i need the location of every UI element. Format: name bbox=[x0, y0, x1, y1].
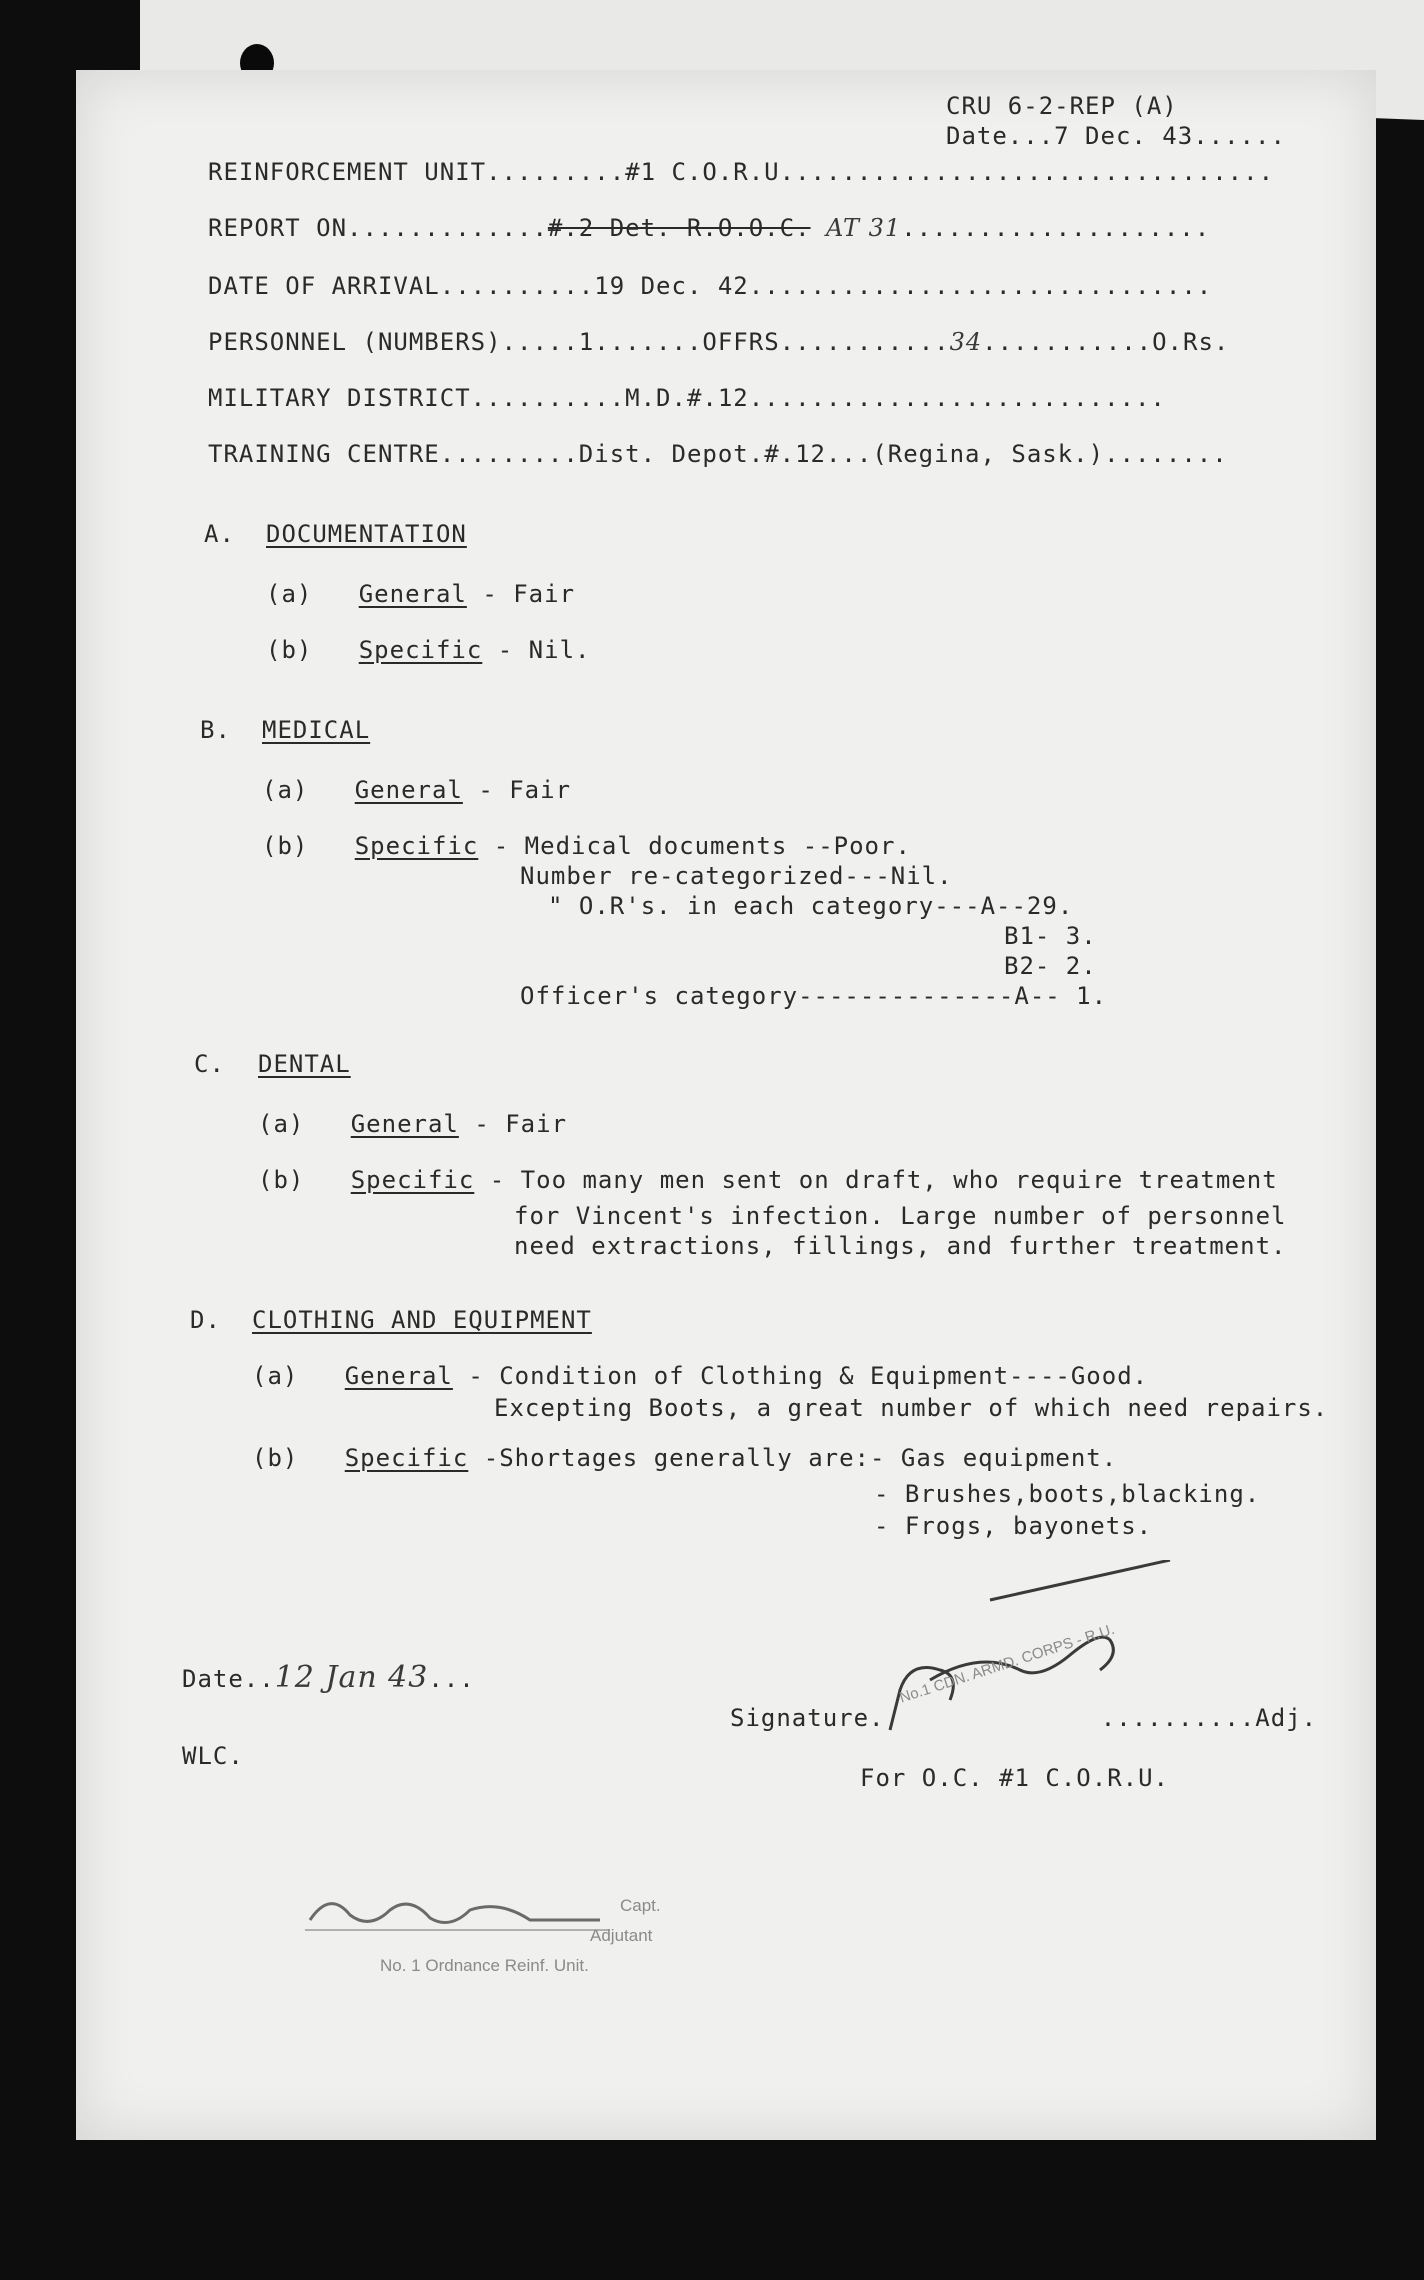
footer-date: Date..12 Jan 43... bbox=[182, 1660, 475, 1695]
section-b-letter: B. bbox=[200, 716, 231, 744]
field-handwritten: AT 31 bbox=[825, 214, 902, 242]
section-d-line: - Frogs, bayonets. bbox=[874, 1512, 1153, 1540]
field-value: Dist. Depot.#.12...(Regina, Sask.) bbox=[578, 440, 1105, 468]
header-date-value: 7 Dec. 43 bbox=[1054, 122, 1194, 150]
section-b-line: B2- 2. bbox=[1004, 952, 1097, 980]
specific-label: Specific bbox=[358, 636, 483, 664]
field-training-centre: TRAINING CENTRE.........Dist. Depot.#.12...(Regina, Sask.)........ bbox=[208, 440, 1228, 468]
section-a-general bbox=[266, 580, 575, 608]
section-c-line: need extractions, fillings, and further treatment. bbox=[514, 1232, 1287, 1260]
form-code: CRU 6-2-REP (A) bbox=[946, 92, 1178, 120]
section-a-title: DOCUMENTATION bbox=[266, 520, 467, 548]
specific-value: - Medical documents --Poor. bbox=[493, 832, 911, 860]
field-label: DATE OF ARRIVAL bbox=[208, 272, 440, 300]
item-label: (b) bbox=[266, 636, 313, 664]
footer-date-hand: 12 Jan 43 bbox=[274, 1660, 429, 1695]
section-c-specific bbox=[258, 1166, 1278, 1194]
section-a-specific bbox=[266, 636, 590, 664]
general-label: General bbox=[350, 1110, 459, 1138]
general-label: General bbox=[358, 580, 467, 608]
section-b-general bbox=[262, 776, 571, 804]
ors-label: O.Rs. bbox=[1152, 328, 1230, 356]
signature-suffix: ..........Adj. bbox=[1100, 1704, 1318, 1732]
footer-initials: WLC. bbox=[182, 1742, 244, 1770]
specific-value: -Shortages generally are:- Gas equipment. bbox=[483, 1444, 1118, 1472]
section-d-line: - Brushes,boots,blacking. bbox=[874, 1480, 1261, 1508]
unit-stamp: No.1 CDN. ARMD. CORPS - R.U. bbox=[897, 1620, 1117, 1707]
section-c-title: DENTAL bbox=[258, 1050, 351, 1078]
section-d-line: Excepting Boots, a great number of which need repairs. bbox=[494, 1394, 1329, 1422]
field-label: TRAINING CENTRE bbox=[208, 440, 440, 468]
faded-stamp-unit: No. 1 Ordnance Reinf. Unit. bbox=[380, 1956, 589, 1975]
section-d-letter: D. bbox=[190, 1306, 221, 1334]
field-military-district: MILITARY DISTRICT..........M.D.#.12........................... bbox=[208, 384, 1166, 412]
specific-label: Specific bbox=[350, 1166, 475, 1194]
general-label: General bbox=[354, 776, 463, 804]
section-b-line: B1- 3. bbox=[1004, 922, 1097, 950]
field-label: PERSONNEL (NUMBERS) bbox=[208, 328, 502, 356]
field-date-of-arrival: DATE OF ARRIVAL..........19 Dec. 42.............................. bbox=[208, 272, 1213, 300]
specific-value: - Nil. bbox=[497, 636, 591, 664]
field-label: REPORT ON bbox=[208, 214, 348, 242]
section-b-specific bbox=[262, 832, 911, 860]
section-b-line: Number re-categorized---Nil. bbox=[520, 862, 953, 890]
general-value: - Condition of Clothing & Equipment----Good. bbox=[468, 1362, 1149, 1390]
item-label: (a) bbox=[266, 580, 313, 608]
item-label: (a) bbox=[252, 1362, 299, 1390]
section-b-title: MEDICAL bbox=[262, 716, 371, 744]
field-report-on: REPORT ON.............#.2 Det. R.O.O.C. AT 31.................... bbox=[208, 214, 1211, 242]
section-b-line: " O.R's. in each category---A--29. bbox=[548, 892, 1074, 920]
header-date: Date...7 Dec. 43...... bbox=[946, 122, 1286, 150]
field-label: MILITARY DISTRICT bbox=[208, 384, 471, 412]
ors-value: 34 bbox=[949, 328, 983, 356]
general-value: - Fair bbox=[478, 776, 572, 804]
faded-signature bbox=[300, 1880, 620, 1940]
field-value-struck: #.2 Det. R.O.O.C. bbox=[547, 214, 811, 242]
section-b-line: Officer's category--------------A-- 1. bbox=[520, 982, 1108, 1010]
general-value: - Fair bbox=[482, 580, 576, 608]
offrs-label: OFFRS bbox=[702, 328, 780, 356]
field-value: M.D.#.12 bbox=[625, 384, 749, 412]
field-value: #1 C.O.R.U. bbox=[625, 158, 796, 186]
section-d-specific bbox=[252, 1444, 1117, 1472]
item-label: (b) bbox=[258, 1166, 305, 1194]
offrs-value: 1 bbox=[578, 328, 595, 356]
item-label: (b) bbox=[262, 832, 309, 860]
general-label: General bbox=[344, 1362, 453, 1390]
section-c-letter: C. bbox=[194, 1050, 225, 1078]
specific-label: Specific bbox=[354, 832, 479, 860]
section-c-general bbox=[258, 1110, 567, 1138]
section-c-line: for Vincent's infection. Large number of personnel bbox=[514, 1202, 1287, 1230]
field-value: 19 Dec. 42 bbox=[594, 272, 749, 300]
item-label: (b) bbox=[252, 1444, 299, 1472]
header-date-label: Date bbox=[946, 122, 1008, 150]
faded-stamp-rank: Capt. bbox=[620, 1896, 661, 1915]
section-a-letter: A. bbox=[204, 520, 235, 548]
specific-value: - Too many men sent on draft, who require treatment bbox=[489, 1166, 1278, 1194]
field-personnel: PERSONNEL (NUMBERS).....1.......OFFRS...........34...........O.Rs. bbox=[208, 328, 1230, 356]
for-line: For O.C. #1 C.O.R.U. bbox=[860, 1764, 1169, 1792]
signature-label: Signature. bbox=[730, 1704, 885, 1732]
specific-label: Specific bbox=[344, 1444, 469, 1472]
section-d-title: CLOTHING AND EQUIPMENT bbox=[252, 1306, 592, 1334]
faded-stamp-title: Adjutant bbox=[590, 1926, 653, 1945]
field-label: REINFORCEMENT UNIT bbox=[208, 158, 487, 186]
section-d-general bbox=[252, 1362, 1148, 1390]
item-label: (a) bbox=[258, 1110, 305, 1138]
document-page bbox=[76, 70, 1376, 2140]
item-label: (a) bbox=[262, 776, 309, 804]
footer-date-label: Date.. bbox=[182, 1665, 275, 1693]
field-reinforcement-unit: REINFORCEMENT UNIT.........#1 C.O.R.U................................ bbox=[208, 158, 1275, 186]
general-value: - Fair bbox=[474, 1110, 568, 1138]
